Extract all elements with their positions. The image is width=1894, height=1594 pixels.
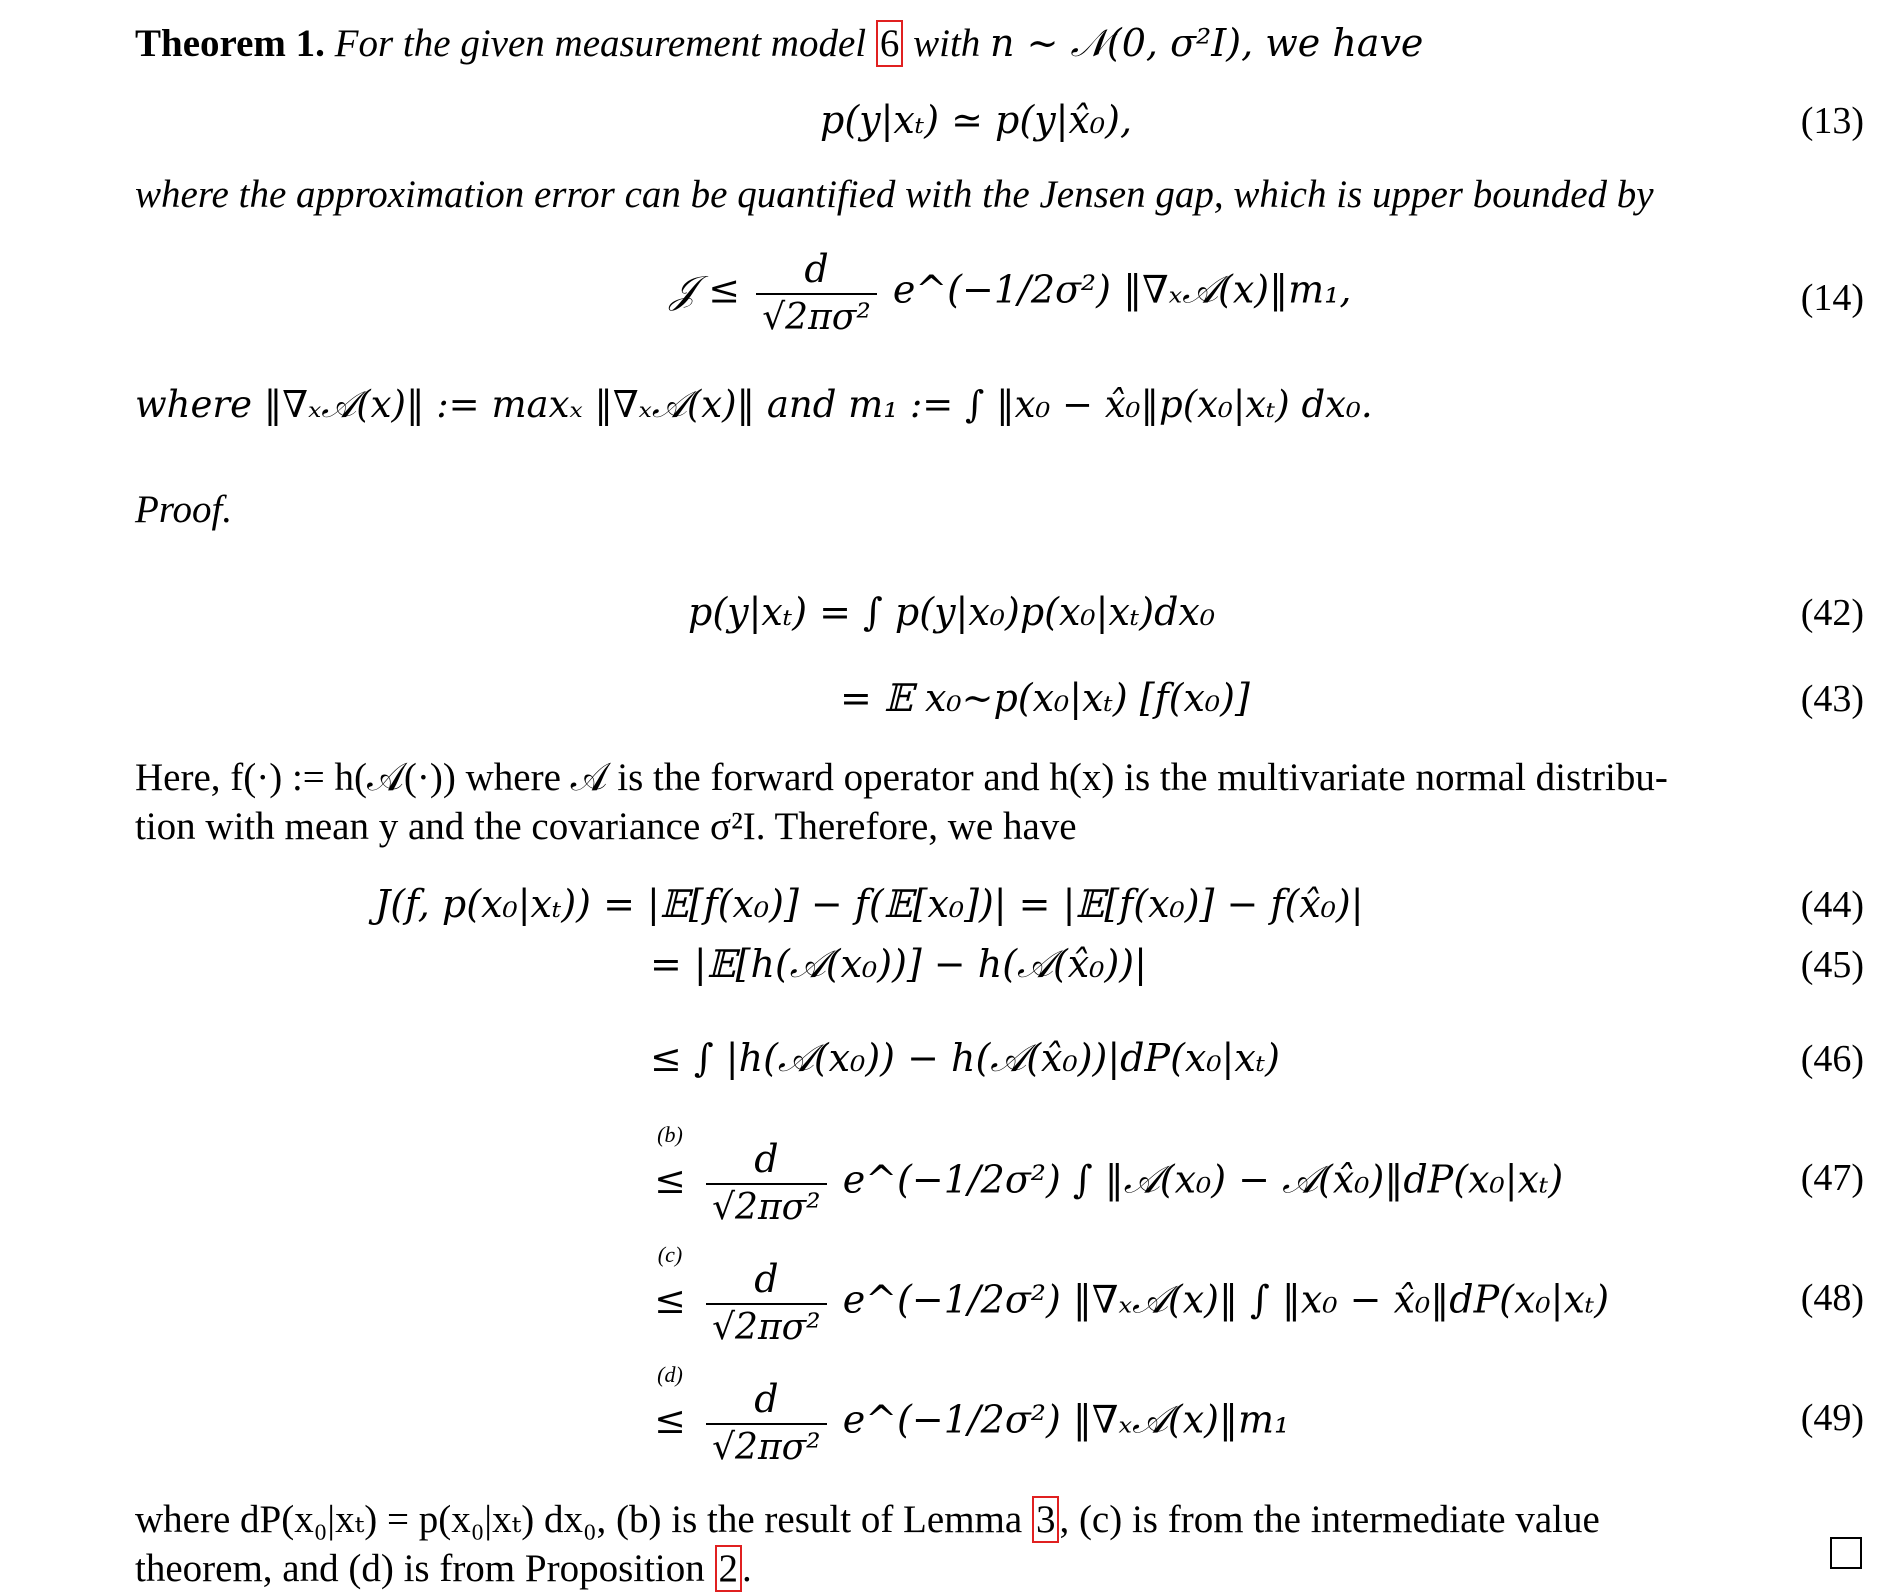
- eq48-rest: e^(−1/2σ²) ‖∇ₓ𝒜(x)‖ ∫ ‖x₀ − x̂₀‖dP(x₀|xₜ): [842, 1277, 1610, 1322]
- proposition-ref-2[interactable]: 2: [715, 1545, 743, 1592]
- paragraph-line-2: tion with mean y and the covariance σ²I. Therefore, we have: [135, 805, 1077, 848]
- closing-line-1a: where dP(x₀|xₜ) = p(x₀|xₜ) dx₀, (b) is the result of Lemma: [135, 1498, 1023, 1541]
- equation-42: p(y|xₜ) = ∫ p(y|x₀)p(x₀|xₜ)dx₀: [688, 590, 1216, 634]
- closing-line-2: [135, 1546, 752, 1592]
- jensen-gap-text: where the approximation error can be quantified with the Jensen gap, which is upper bounded by: [135, 173, 1654, 216]
- equation-49: [650, 1361, 1290, 1471]
- equation-number-45: (45): [1800, 944, 1864, 986]
- equation-number-44: (44): [1800, 884, 1864, 926]
- lemma-ref-3[interactable]: 3: [1032, 1496, 1060, 1543]
- eq14-numerator: d: [804, 247, 829, 291]
- eq49-rest: e^(−1/2σ²) ‖∇ₓ𝒜(x)‖m₁: [842, 1397, 1290, 1442]
- qed-square-icon: [1830, 1537, 1862, 1569]
- equation-number-13: (13): [1800, 100, 1864, 142]
- closing-line-2b: .: [742, 1547, 752, 1590]
- label-c: (c): [657, 1241, 683, 1267]
- label-b: (b): [657, 1121, 683, 1147]
- closing-line-2a: theorem, and (d) is from Proposition: [135, 1547, 705, 1590]
- theorem-statement-math: n ∼ 𝒩(0, σ²I), we have: [990, 21, 1424, 65]
- leq-b: (b) ≤: [650, 1158, 690, 1202]
- equation-number-49: (49): [1800, 1397, 1864, 1439]
- equation-47: [650, 1121, 1564, 1231]
- eq47-fraction: [706, 1135, 827, 1231]
- equation-number-42: (42): [1800, 592, 1864, 634]
- theorem-heading: Theorem 1.: [135, 22, 325, 65]
- equation-45: = |𝔼[h(𝒜(x₀))] − h(𝒜(x̂₀))|: [650, 942, 1147, 986]
- eq49-numerator: d: [754, 1377, 779, 1421]
- theorem-line: [135, 20, 1423, 67]
- theorem-statement-a: For the given measurement model: [334, 22, 867, 65]
- equation-13: p(y|xₜ) ≃ p(y|x̂₀),: [820, 98, 1133, 142]
- equation-number-43: (43): [1800, 678, 1864, 720]
- equation-44: J(f, p(x₀|xₜ)) = |𝔼[f(x₀)] − f(𝔼[x₀])| = |𝔼[f(x₀)] − f(x̂₀)|: [375, 882, 1364, 926]
- eq14-fraction: [756, 245, 877, 341]
- equation-43: = 𝔼 x₀∼p(x₀|xₜ) [f(x₀)]: [840, 676, 1250, 720]
- eq14-denominator: √2πσ²: [756, 293, 877, 341]
- equation-46: ≤ ∫ |h(𝒜(x₀)) − h(𝒜(x̂₀))|dP(x₀|xₜ): [650, 1036, 1280, 1080]
- eq47-denominator: √2πσ²: [706, 1183, 827, 1231]
- equation-number-47: (47): [1800, 1157, 1864, 1199]
- eq-ref-6[interactable]: 6: [876, 20, 904, 67]
- eq14-lhs: 𝒥 ≤: [670, 267, 741, 312]
- eq48-numerator: d: [754, 1257, 779, 1301]
- equation-14: [670, 245, 1351, 341]
- closing-line-1: [135, 1497, 1600, 1543]
- equation-number-14: (14): [1800, 277, 1864, 319]
- paragraph-line-1: Here, f(·) := h(𝒜(·)) where 𝒜 is the forward operator and h(x) is the multivariate normal distribu-: [135, 756, 1668, 799]
- label-d: (d): [657, 1361, 683, 1387]
- definition-line: where ‖∇ₓ𝒜(x)‖ := maxₓ ‖∇ₓ𝒜(x)‖ and m₁ := ∫ ‖x₀ − x̂₀‖p(x₀|xₜ) dx₀.: [135, 383, 1373, 426]
- proof-label: Proof.: [135, 488, 233, 531]
- theorem-statement-b: with: [913, 22, 981, 65]
- closing-line-1b: , (c) is from the intermediate value: [1059, 1498, 1600, 1541]
- eq47-rest: e^(−1/2σ²) ∫ ‖𝒜(x₀) − 𝒜(x̂₀)‖dP(x₀|xₜ): [842, 1157, 1564, 1202]
- equation-number-48: (48): [1800, 1277, 1864, 1319]
- eq48-fraction: [706, 1255, 827, 1351]
- equation-number-46: (46): [1800, 1038, 1864, 1080]
- leq-d: (d) ≤: [650, 1398, 690, 1442]
- leq-c: (c) ≤: [650, 1278, 690, 1322]
- eq48-denominator: √2πσ²: [706, 1303, 827, 1351]
- eq14-rest: e^(−1/2σ²) ‖∇ₓ𝒜(x)‖m₁,: [892, 267, 1352, 312]
- eq49-denominator: √2πσ²: [706, 1423, 827, 1471]
- eq49-fraction: [706, 1375, 827, 1471]
- eq47-numerator: d: [754, 1137, 779, 1181]
- equation-48: [650, 1241, 1610, 1351]
